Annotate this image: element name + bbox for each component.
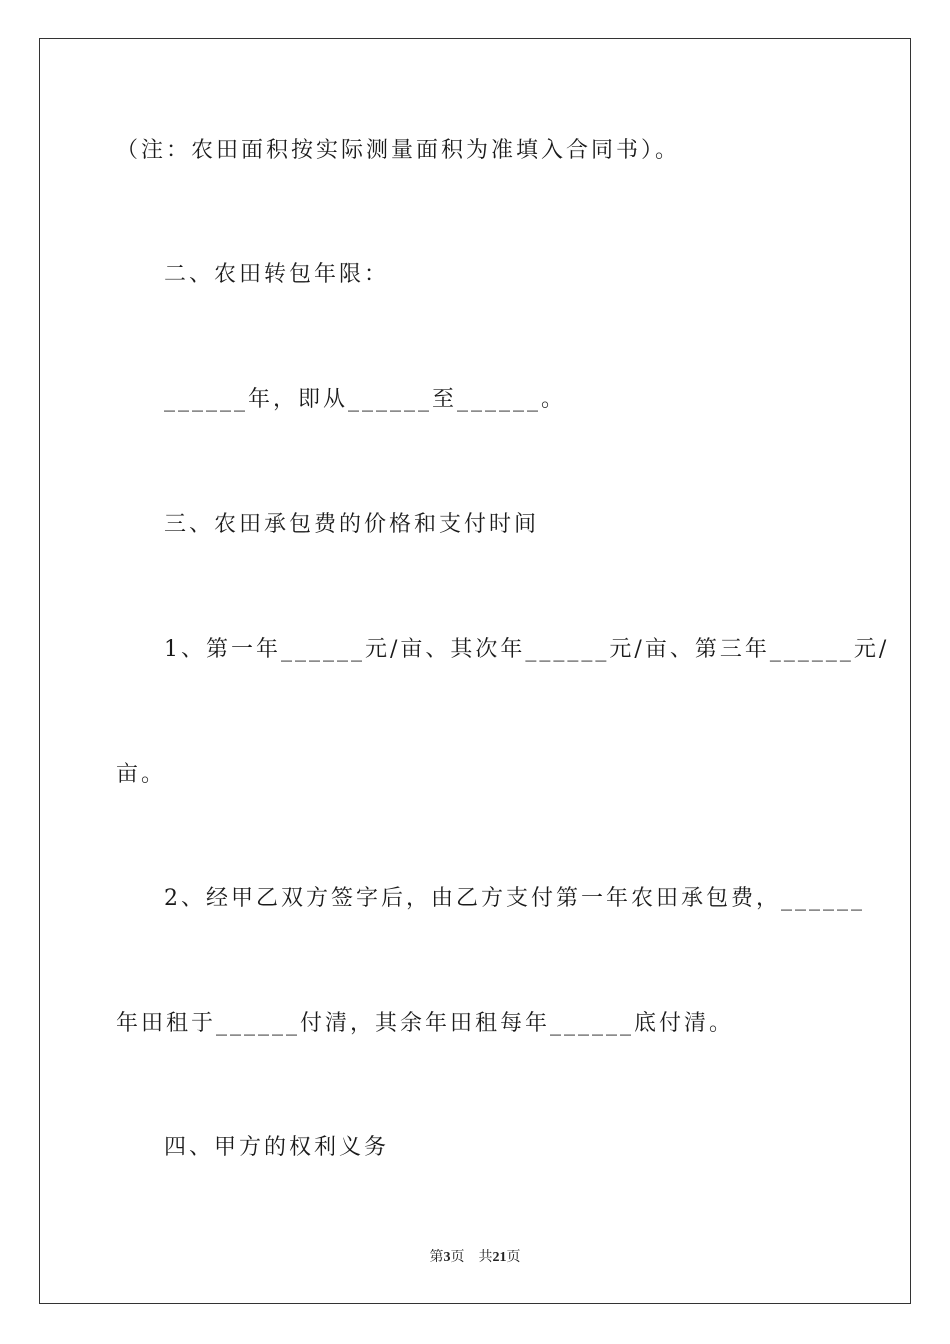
page-number: 3 bbox=[443, 1250, 451, 1265]
heading-lease-term: 二、农田转包年限： bbox=[164, 262, 390, 287]
page-footer bbox=[0, 1247, 950, 1268]
total-pages: 21 bbox=[492, 1250, 507, 1265]
heading-fee-and-payment: 三、农田承包费的价格和支付时间 bbox=[164, 512, 540, 537]
page-suffix: 页 bbox=[450, 1249, 465, 1265]
page-prefix: 第 bbox=[429, 1249, 444, 1265]
fee-clause-1: 1、第一年______元/亩、其次年______元/亩、第三年______元/ bbox=[164, 637, 890, 662]
total-suffix: 页 bbox=[506, 1249, 521, 1265]
fee-clause-1-continued: 亩。 bbox=[116, 762, 167, 787]
lease-term-blank-line: ______年，即从______至______。 bbox=[164, 387, 567, 412]
fee-clause-2-continued: 年田租于______付清，其余年田租每年______底付清。 bbox=[116, 1011, 735, 1036]
note-area-measurement: （注：农田面积按实际测量面积为准填入合同书）。 bbox=[116, 138, 681, 163]
total-prefix: 共 bbox=[478, 1249, 493, 1265]
fee-clause-2: 2、经甲乙双方签字后，由乙方支付第一年农田承包费，______ bbox=[164, 886, 865, 911]
page-border bbox=[39, 38, 911, 1304]
heading-party-a-rights: 四、甲方的权利义务 bbox=[164, 1135, 390, 1160]
